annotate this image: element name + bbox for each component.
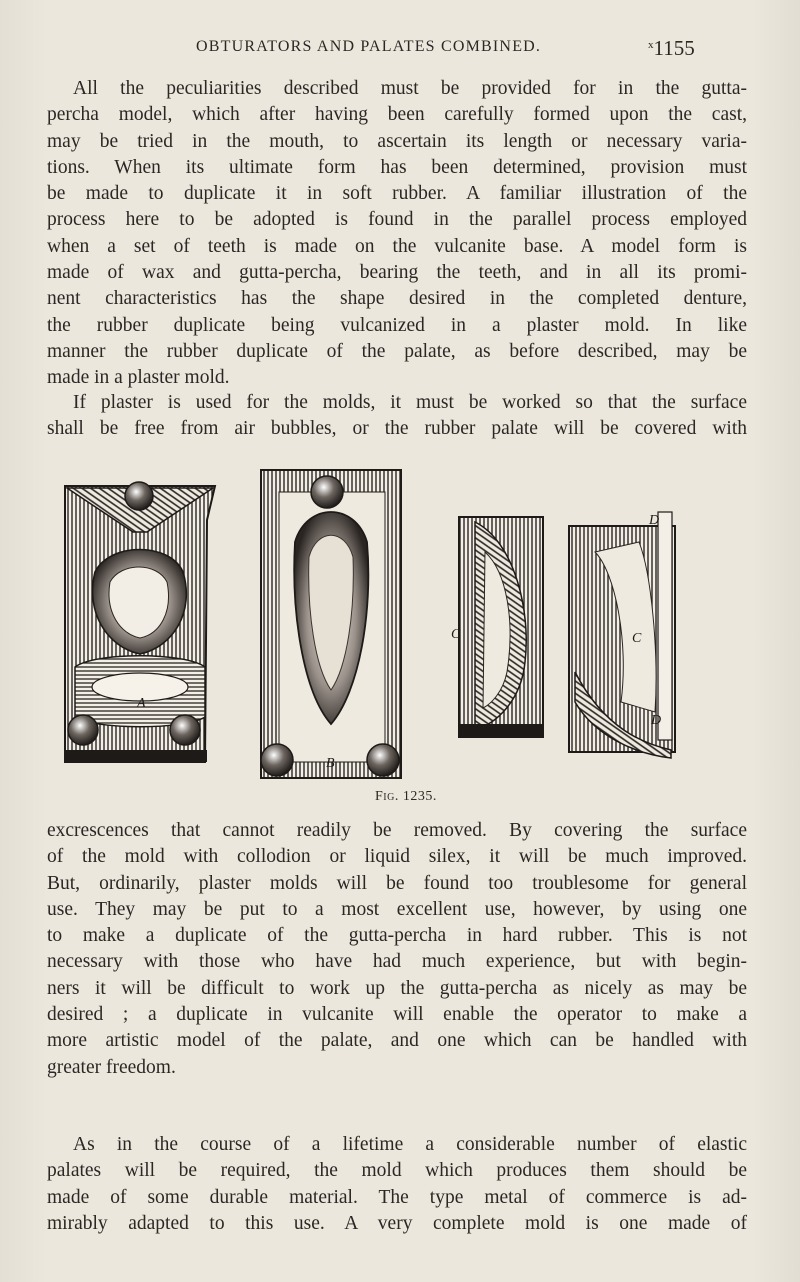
text-line: percha model, which after having been carefully formed upon the cast, (47, 104, 747, 126)
text-line: As in the course of a lifetime a considerable number of elastic (73, 1134, 747, 1155)
text-line: mirably adapted to this use. A very complete mold is one made of (47, 1212, 747, 1234)
text-line: be made to duplicate it in soft rubber. A familiar illustration of the (47, 183, 747, 205)
text-line: greater freedom. (47, 1056, 176, 1078)
mold-engraving (55, 462, 745, 782)
text-line: made of wax and gutta-percha, bearing the teeth, and in all its promi- (47, 262, 747, 284)
text-line: excrescences that cannot readily be removed. By covering the surface (47, 820, 747, 841)
text-line: shall be free from air bubbles, or the rubber palate will be covered with (47, 418, 747, 440)
text-line: made in a plaster mold. (47, 367, 230, 389)
text-line: when a set of teeth is made on the vulcanite base. A model form is (47, 235, 747, 257)
plate-letter-b: B (326, 756, 335, 771)
text-line: may be tried in the mouth, to ascertain its length or necessary varia- (47, 130, 747, 152)
mold-piece-d (569, 512, 675, 758)
text-line: If plaster is used for the molds, it must be worked so that the surface (73, 392, 747, 413)
paragraph-2 (47, 390, 747, 443)
folio-number: 1155 (653, 36, 695, 60)
text-line: process here to be adopted is found in the parallel process employed (47, 209, 747, 231)
mold-piece-a (65, 482, 215, 762)
text-line: use. They may be put to a most excellent use, however, by using one (47, 898, 747, 920)
text-line: ners it will be difficult to work up the gutta-percha as nicely as may be (47, 977, 747, 999)
running-head: OBTURATORS AND PALATES COMBINED. (196, 38, 542, 55)
plate-letter-c-left: C (451, 627, 461, 642)
plate-letter-d-top: D (649, 513, 660, 528)
paragraph-4 (47, 1132, 747, 1237)
text-line: of the mold with collodion or liquid silex, it will be much improved. (47, 846, 747, 868)
text-line: All the peculiarities described must be provided for in the gutta- (73, 78, 747, 99)
text-line: tions. When its ultimate form has been determined, provision must (47, 156, 747, 178)
text-line: desired ; a duplicate in vulcanite will enable the operator to make a (47, 1004, 747, 1026)
caption-prefix: Fig. (375, 789, 399, 804)
text-line: to make a duplicate of the gutta-percha in hard rubber. This is not (47, 925, 747, 947)
text-line: more artistic model of the palate, and one which can be handled with (47, 1030, 747, 1052)
paragraph-3 (47, 818, 747, 1081)
figure-1235-engraving (55, 462, 745, 782)
plate-letter-a: A (137, 696, 146, 711)
mold-piece-c (451, 517, 543, 737)
text-line: palates will be required, the mold which produces them should be (47, 1160, 747, 1182)
folio-mark: x (648, 39, 654, 51)
text-line: manner the rubber duplicate of the palate, as before described, may be (47, 340, 747, 362)
plate-letter-d-bottom: D (651, 713, 662, 728)
plate-letter-c-right: C (632, 631, 642, 646)
mold-piece-b (261, 470, 401, 778)
text-line: nent characteristics has the shape desired in the completed denture, (47, 288, 747, 310)
text-line: made of some durable material. The type metal of commerce is ad- (47, 1186, 747, 1208)
page-number (648, 36, 695, 61)
caption-number: 1235. (402, 789, 437, 804)
text-line: necessary with those who have had much experience, but with begin- (47, 951, 747, 973)
figure-caption (375, 789, 437, 805)
paragraph-1 (47, 76, 747, 392)
text-line: But, ordinarily, plaster molds will be found too troublesome for general (47, 872, 747, 894)
text-line: the rubber duplicate being vulcanized in a plaster mold. In like (47, 314, 747, 336)
